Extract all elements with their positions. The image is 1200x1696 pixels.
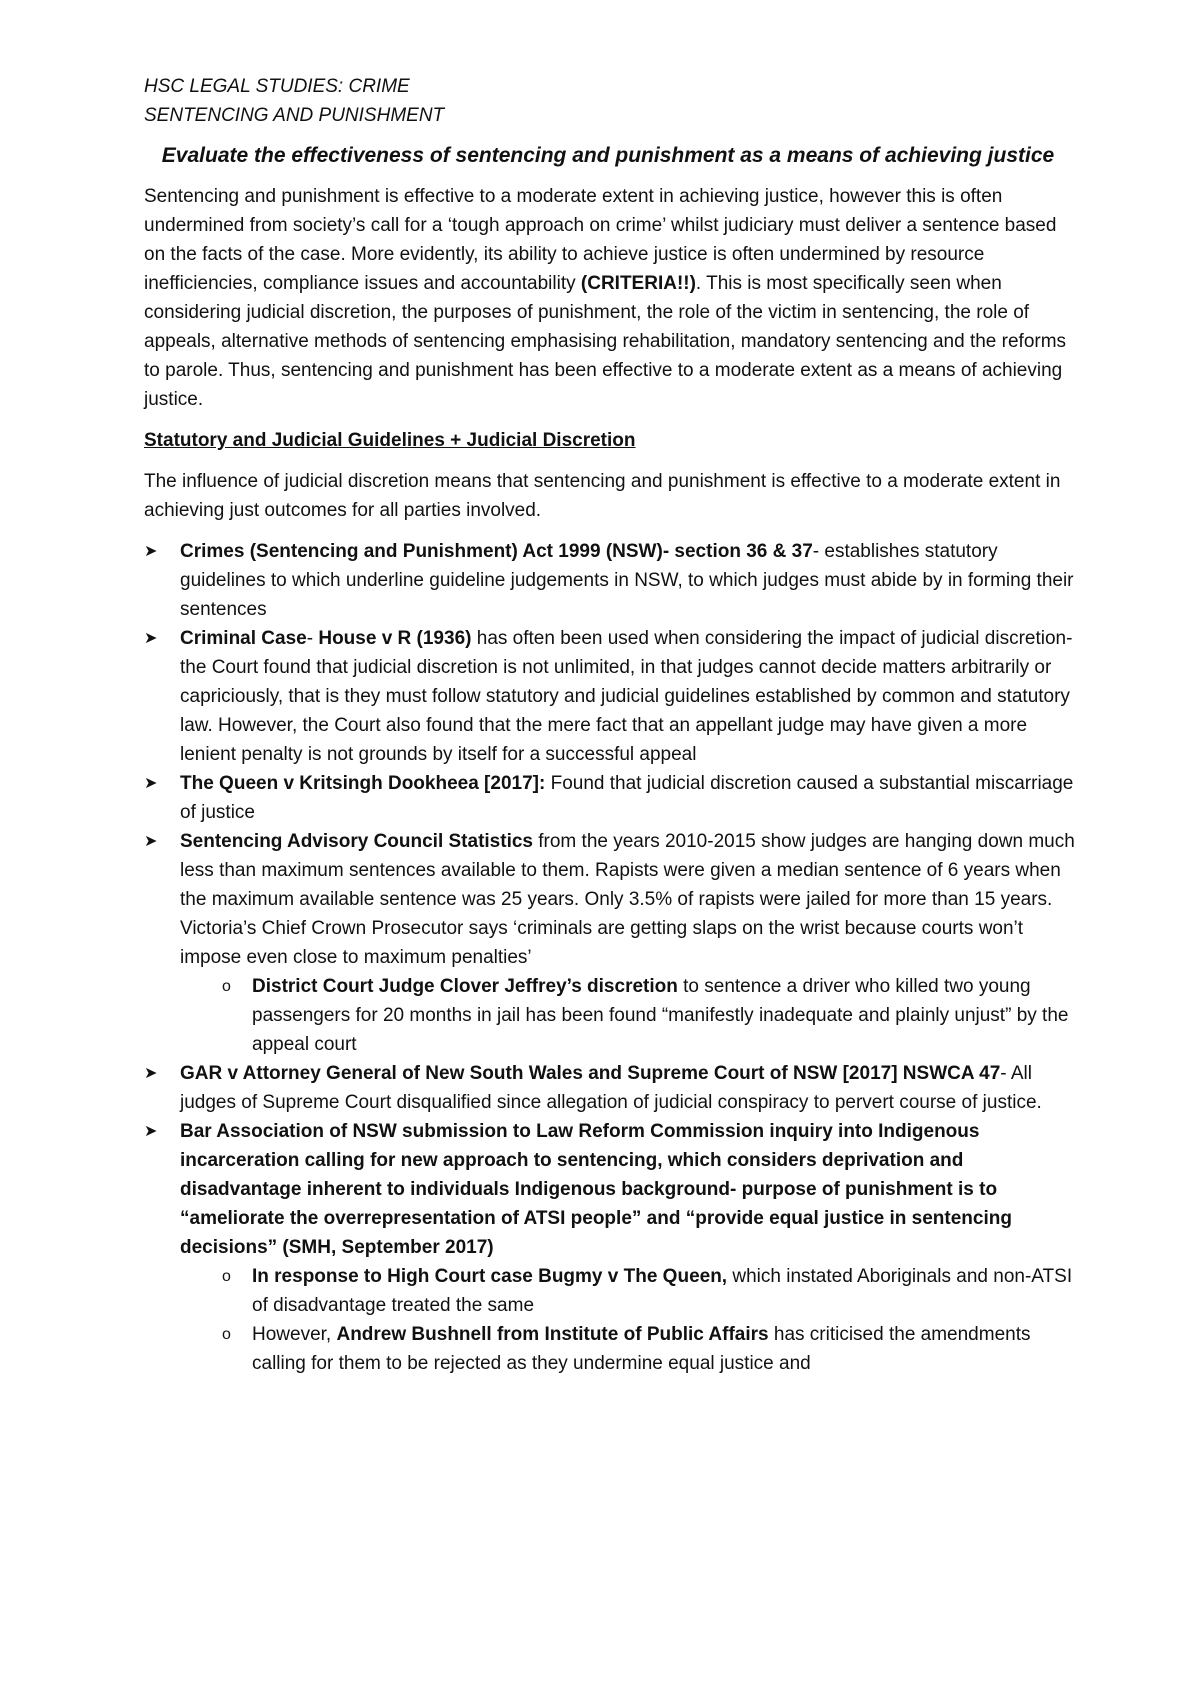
circle-bullet-icon: o <box>222 1268 231 1285</box>
circle-bullet-icon: o <box>222 978 231 995</box>
criteria-note: (CRITERIA!!) <box>580 273 696 294</box>
evidence-list <box>144 537 1080 1378</box>
arrow-bullet-icon: ➤ <box>144 543 158 560</box>
arrow-bullet-icon: ➤ <box>144 630 158 647</box>
intro-paragraph: Sentencing and punishment is effective to a moderate extent in achieving justice, however this is often undermined from society’s call for a ‘tough approach on crime’ whilst judiciary must deliver a sentence based on the facts of the case. More evidently, its ability to achieve justice is often undermined by resource inefficiencies, compliance issues and accountability (CRITERIA!!). This is most specifically seen when considering judicial discretion, the purposes of punishment, the role of the victim in sentencing, the role of appeals, alternative methods of sentencing emphasising rehabilitation, mandatory sentencing and the reforms to parole. Thus, sentencing and punishment has been effective to a moderate extent as a means of achieving justice. <box>144 186 1067 410</box>
doc-header <box>144 72 1080 130</box>
sub-list-item: o However, Andrew Bushnell from Institute of Public Affairs has criticised the amendments calling for them to be rejected as they undermine equal justice and <box>180 1320 1080 1378</box>
circle-bullet-icon: o <box>222 1326 231 1343</box>
arrow-bullet-icon: ➤ <box>144 775 158 792</box>
list-item: ➤ Crimes (Sentencing and Punishment) Act 1999 (NSW)- section 36 & 37- establishes statutory guidelines to which underline guideline judgements in NSW, to which judges must abide by in forming their sentences <box>144 537 1080 624</box>
section-heading-judicial-discretion: Statutory and Judicial Guidelines + Judicial Discretion <box>144 430 636 451</box>
list-item: ➤ Bar Association of NSW submission to Law Reform Commission inquiry into Indigenous incarceration calling for new approach to sentencing, which considers deprivation and disadvantage inherent to individuals Indigenous background- purpose of punishment is to “ameliorate the overrepresentation of ATSI people” and “provide equal justice in sentencing decisions” (SMH, September 2017) o In response to High Court case Bugmy v The Queen, which instated Aboriginals and non-ATSI of disadvantage treated the same o However, Andrew Bushnell from Institute of Public Affairs has criticised the amendments calling for them to be rejected as they undermine equal justice and <box>144 1117 1080 1378</box>
arrow-bullet-icon: ➤ <box>144 1123 158 1140</box>
header-topic: SENTENCING AND PUNISHMENT <box>144 105 445 126</box>
arrow-bullet-icon: ➤ <box>144 1065 158 1082</box>
list-item: ➤ Sentencing Advisory Council Statistics from the years 2010-2015 show judges are hanging down much less than maximum sentences available to them. Rapists were given a median sentence of 6 years when the maximum available sentence was 25 years. Only 3.5% of rapists were jailed for more than 15 years. Victoria’s Chief Crown Prosecutor says ‘criminals are getting slaps on the wrist because courts won’t impose even close to maximum penalties’ o District Court Judge Clover Jeffrey’s discretion to sentence a driver who killed two young passengers for 20 months in jail has been found “manifestly inadequate and plainly unjust” by the appeal court <box>144 827 1080 1059</box>
list-item: ➤ The Queen v Kritsingh Dookheea [2017]: Found that judicial discretion caused a substantial miscarriage of justice <box>144 769 1080 827</box>
sub-list <box>180 1262 1080 1378</box>
section-intro-paragraph: The influence of judicial discretion means that sentencing and punishment is effective to a moderate extent in achieving just outcomes for all parties involved. <box>144 471 1061 521</box>
sub-list-item: o In response to High Court case Bugmy v The Queen, which instated Aboriginals and non-ATSI of disadvantage treated the same <box>180 1262 1080 1320</box>
sub-list <box>180 972 1080 1059</box>
list-item: ➤ Criminal Case- House v R (1936) has often been used when considering the impact of judicial discretion- the Court found that judicial discretion is not unlimited, in that judges cannot decide matters arbitrarily or capriciously, that is they must follow statutory and judicial guidelines established by common and statutory law. However, the Court also found that the mere fact that an appellant judge may have given a more lenient penalty is not grounds by itself for a successful appeal <box>144 624 1080 769</box>
header-course: HSC LEGAL STUDIES: CRIME <box>144 76 410 97</box>
essay-question-title: Evaluate the effectiveness of sentencing and punishment as a means of achieving justice <box>161 144 1055 167</box>
arrow-bullet-icon: ➤ <box>144 833 158 850</box>
sub-list-item: o District Court Judge Clover Jeffrey’s discretion to sentence a driver who killed two young passengers for 20 months in jail has been found “manifestly inadequate and plainly unjust” by the appeal court <box>180 972 1080 1059</box>
list-item: ➤ GAR v Attorney General of New South Wales and Supreme Court of NSW [2017] NSWCA 47- All judges of Supreme Court disqualified since allegation of judicial conspiracy to pervert course of justice. <box>144 1059 1080 1117</box>
